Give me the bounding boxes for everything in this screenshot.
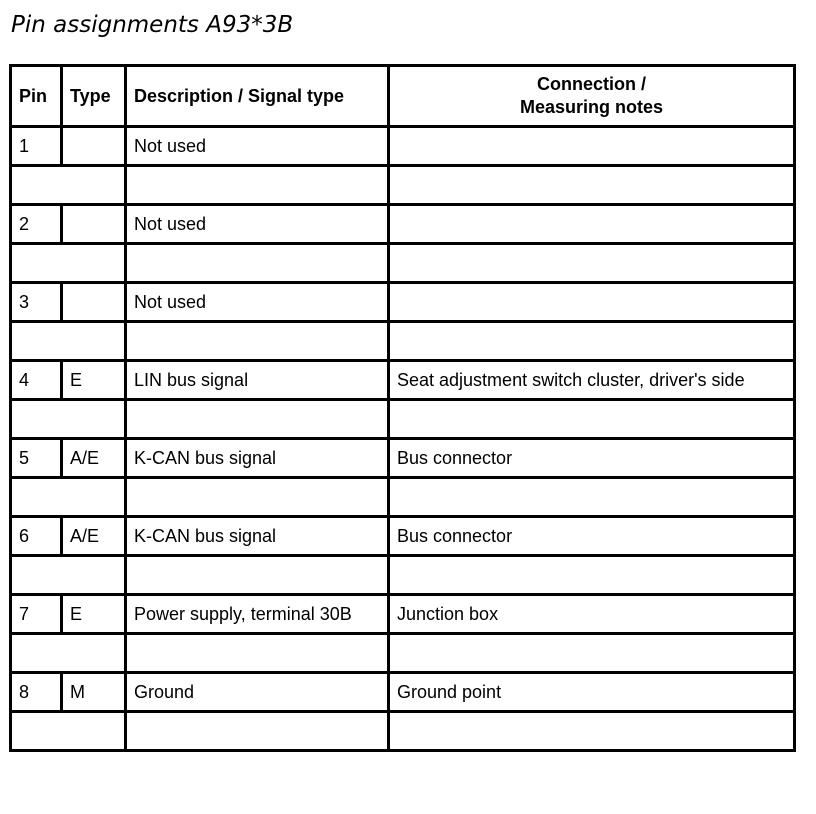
empty-cell (126, 712, 389, 751)
pin-cell: 2 (11, 205, 62, 244)
empty-cell (126, 478, 389, 517)
table-row (11, 361, 795, 400)
table-row (11, 205, 795, 244)
pin-cell: 5 (11, 439, 62, 478)
description-cell: LIN bus signal (126, 361, 389, 400)
table-row (11, 439, 795, 478)
type-cell: A/E (62, 439, 126, 478)
pin-assignment-table (9, 64, 796, 752)
spacer-row (11, 556, 795, 595)
header-type: Type (62, 66, 126, 127)
pin-cell: 3 (11, 283, 62, 322)
spacer-row (11, 712, 795, 751)
connection-cell: Bus connector (389, 517, 795, 556)
spacer-row (11, 166, 795, 205)
empty-cell (11, 166, 126, 205)
spacer-row (11, 400, 795, 439)
empty-cell (389, 322, 795, 361)
connection-cell (389, 283, 795, 322)
connection-cell: Ground point (389, 673, 795, 712)
empty-cell (11, 244, 126, 283)
empty-cell (389, 166, 795, 205)
spacer-row (11, 322, 795, 361)
connection-cell (389, 127, 795, 166)
empty-cell (389, 556, 795, 595)
connection-cell: Seat adjustment switch cluster, driver's side (389, 361, 795, 400)
table-body (11, 127, 795, 751)
type-cell (62, 127, 126, 166)
empty-cell (11, 712, 126, 751)
empty-cell (389, 244, 795, 283)
empty-cell (126, 166, 389, 205)
pin-cell: 6 (11, 517, 62, 556)
empty-cell (11, 634, 126, 673)
table-row (11, 283, 795, 322)
type-cell (62, 283, 126, 322)
description-cell: K-CAN bus signal (126, 439, 389, 478)
empty-cell (11, 322, 126, 361)
empty-cell (389, 478, 795, 517)
spacer-row (11, 244, 795, 283)
connection-cell: Junction box (389, 595, 795, 634)
type-cell (62, 205, 126, 244)
empty-cell (126, 244, 389, 283)
spacer-row (11, 634, 795, 673)
type-cell: A/E (62, 517, 126, 556)
empty-cell (389, 634, 795, 673)
page-title: Pin assignments A93*3B (11, 12, 294, 38)
empty-cell (389, 712, 795, 751)
pin-cell: 8 (11, 673, 62, 712)
header-description: Description / Signal type (126, 66, 389, 127)
header-connection (389, 66, 795, 127)
table-header-row (11, 66, 795, 127)
empty-cell (389, 400, 795, 439)
type-cell: E (62, 595, 126, 634)
table-row (11, 517, 795, 556)
header-pin: Pin (11, 66, 62, 127)
table-row (11, 673, 795, 712)
empty-cell (11, 478, 126, 517)
table-row (11, 127, 795, 166)
description-cell: Ground (126, 673, 389, 712)
empty-cell (126, 634, 389, 673)
description-cell: Not used (126, 283, 389, 322)
connection-cell: Bus connector (389, 439, 795, 478)
empty-cell (126, 556, 389, 595)
header-connection-line2: Measuring notes (519, 97, 664, 117)
empty-cell (126, 322, 389, 361)
table-row (11, 595, 795, 634)
pin-cell: 1 (11, 127, 62, 166)
description-cell: K-CAN bus signal (126, 517, 389, 556)
empty-cell (11, 556, 126, 595)
type-cell: E (62, 361, 126, 400)
type-cell: M (62, 673, 126, 712)
description-cell: Power supply, terminal 30B (126, 595, 389, 634)
description-cell: Not used (126, 205, 389, 244)
empty-cell (126, 400, 389, 439)
pin-cell: 4 (11, 361, 62, 400)
header-connection-line1: Connection / (537, 74, 646, 94)
connection-cell (389, 205, 795, 244)
spacer-row (11, 478, 795, 517)
pin-cell: 7 (11, 595, 62, 634)
description-cell: Not used (126, 127, 389, 166)
empty-cell (11, 400, 126, 439)
